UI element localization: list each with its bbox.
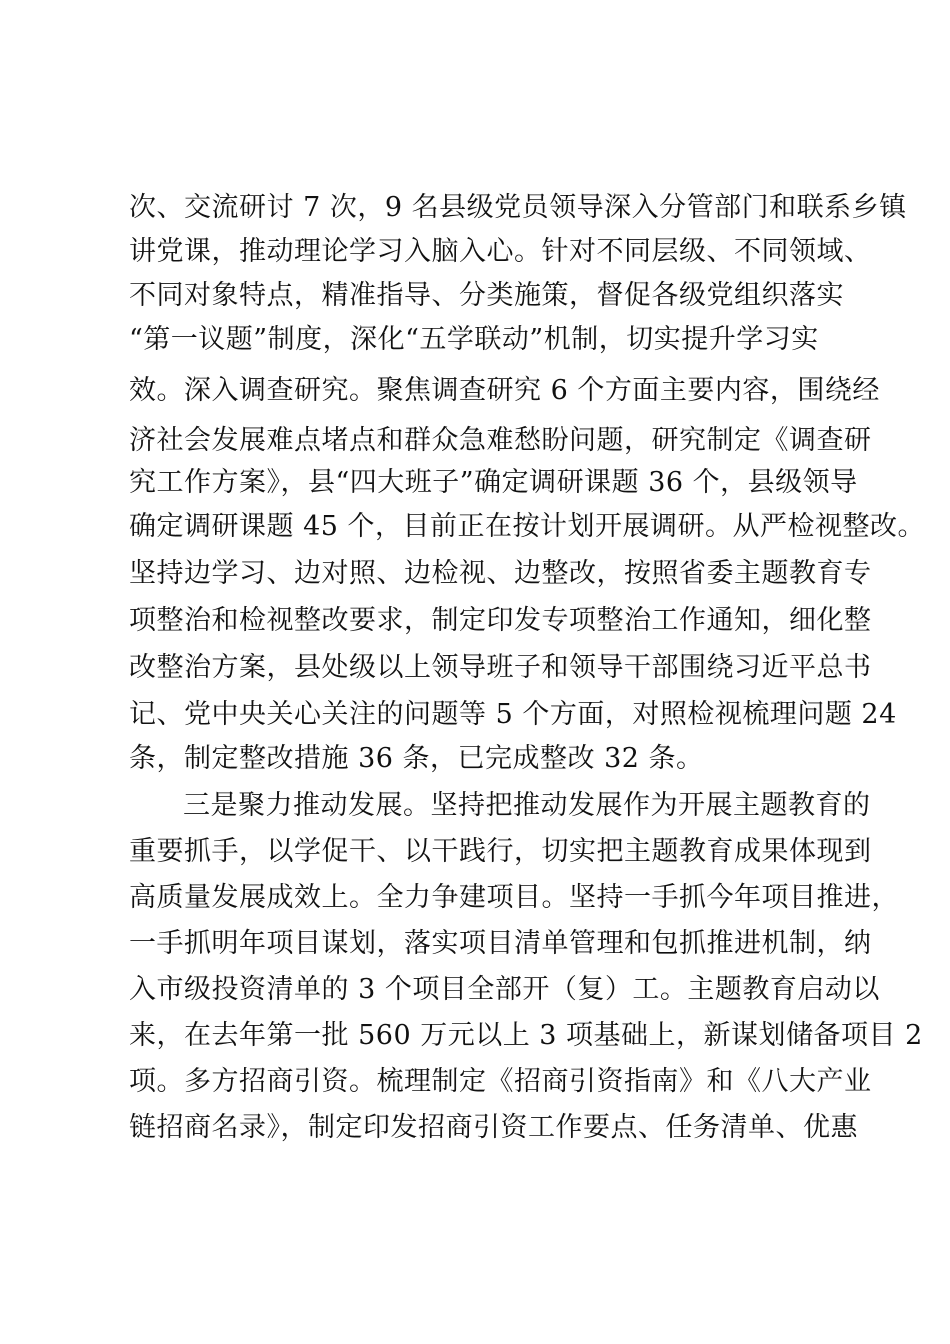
text-line-20: 项。多方招商引资。梳理制定《招商引资指南》和《八大产业 xyxy=(129,1066,872,1097)
text-line-11: 改整治方案，县处级以上领导班子和领导干部围绕习近平总书 xyxy=(129,652,872,683)
text-line-16: 高质量发展成效上。全力争建项目。坚持一手抓今年项目推进， xyxy=(129,882,899,913)
text-line-12: 记、党中央关心关注的问题等 5 个方面，对照检视梳理问题 24 xyxy=(129,699,897,730)
text-line-21: 链招商名录》，制定印发招商引资工作要点、任务清单、优惠 xyxy=(129,1112,858,1143)
text-line-10: 项整治和检视整改要求，制定印发专项整治工作通知，细化整 xyxy=(129,605,872,636)
text-line-4: “第一议题”制度，深化“五学联动”机制，切实提升学习实 xyxy=(129,324,819,355)
text-line-5: 效。深入调查研究。聚焦调查研究 6 个方面主要内容，围绕经 xyxy=(129,375,880,406)
text-line-9: 坚持边学习、边对照、边检视、边整改，按照省委主题教育专 xyxy=(129,558,872,589)
text-line-1: 次、交流研讨 7 次，9 名县级党员领导深入分管部门和联系乡镇 xyxy=(129,192,907,223)
text-line-19: 来，在去年第一批 560 万元以上 3 项基础上，新谋划储备项目 2 xyxy=(129,1020,923,1051)
text-line-18: 入市级投资清单的 3 个项目全部开（复）工。主题教育启动以 xyxy=(129,974,880,1005)
text-line-2: 讲党课，推动理论学习入脑入心。针对不同层级、不同领域、 xyxy=(129,236,872,267)
text-line-7: 究工作方案》，县“四大班子”确定调研课题 36 个，县级领导 xyxy=(129,467,858,498)
text-line-17: 一手抓明年项目谋划，落实项目清单管理和包抓推进机制，纳 xyxy=(129,928,872,959)
text-line-3: 不同对象特点，精准指导、分类施策，督促各级党组织落实 xyxy=(129,280,844,311)
paragraph-start-line: 三是聚力推动发展。坚持把推动发展作为开展主题教育的 xyxy=(183,790,871,821)
text-line-8: 确定调研课题 45 个，目前正在按计划开展调研。从严检视整改。 xyxy=(129,511,926,542)
text-line-13: 条，制定整改措施 36 条，已完成整改 32 条。 xyxy=(129,743,704,774)
text-line-6: 济社会发展难点堵点和群众急难愁盼问题，研究制定《调查研 xyxy=(129,425,872,456)
text-line-15: 重要抓手，以学促干、以干践行，切实把主题教育成果体现到 xyxy=(129,836,872,867)
